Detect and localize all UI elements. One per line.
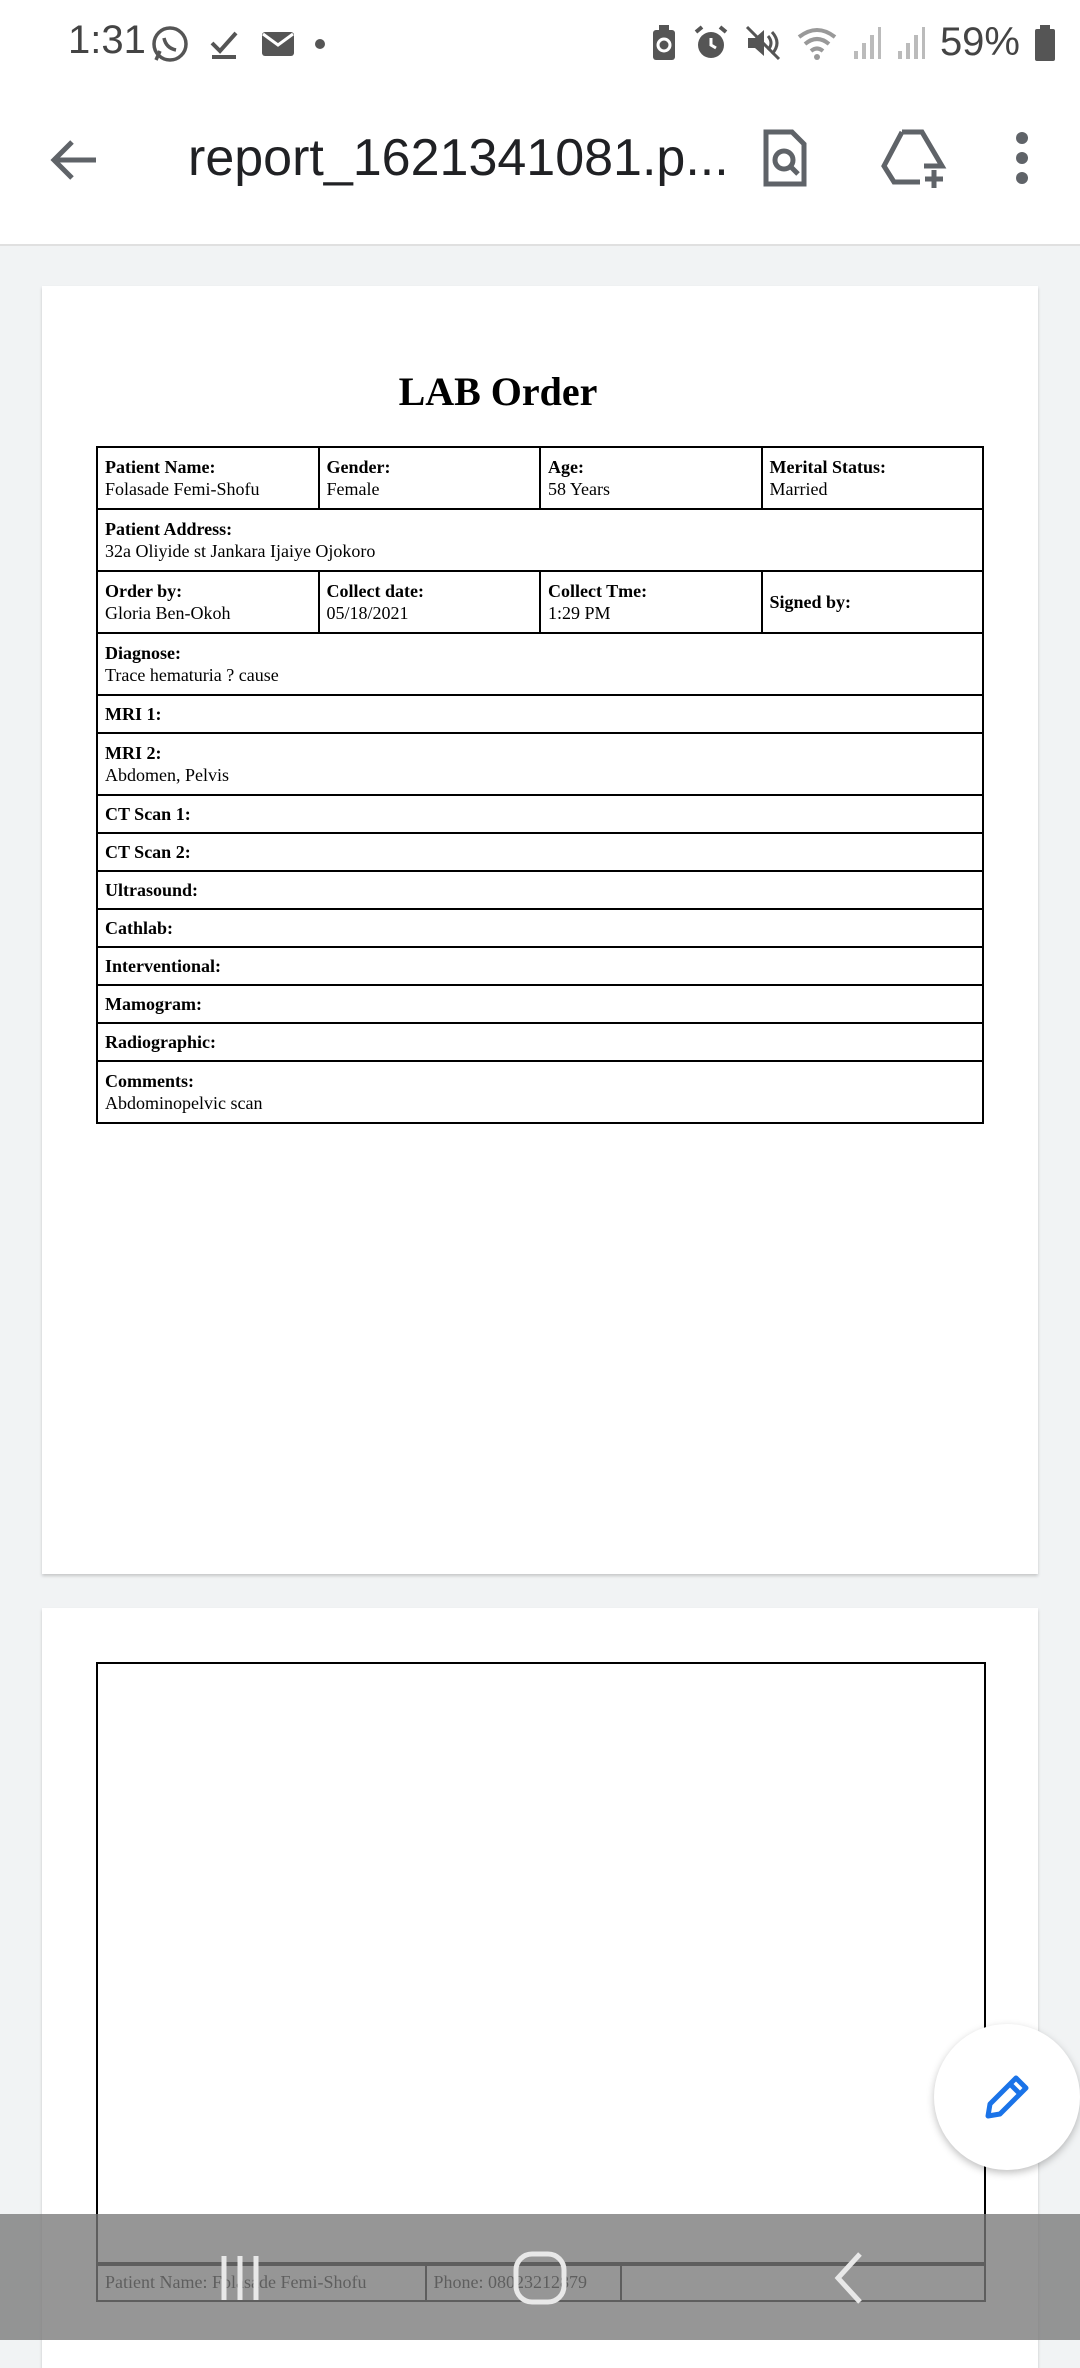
find-in-page-icon[interactable] (752, 126, 816, 190)
table-row (97, 633, 983, 695)
app-bar (0, 84, 1080, 246)
wifi-icon (796, 25, 838, 61)
field-label: CT Scan 1: (105, 804, 191, 824)
table-row (97, 733, 983, 795)
lab-order-table (96, 446, 984, 1124)
battery-saver-icon (650, 24, 678, 62)
table-row (97, 509, 983, 571)
mri2-value: Abdomen, Pelvis (105, 765, 229, 785)
field-label: CT Scan 2: (105, 842, 191, 862)
status-time: 1:31 (68, 18, 146, 62)
table-row (97, 795, 983, 833)
pencil-icon (978, 2068, 1036, 2126)
dot-icon (314, 38, 326, 50)
diagnose-value: Trace hematuria ? cause (105, 665, 279, 685)
field-label: MRI 1: (105, 704, 162, 724)
table-row (97, 833, 983, 871)
age-value: 58 Years (548, 479, 611, 499)
edit-fab-button[interactable] (934, 2024, 1080, 2170)
table-row (97, 695, 983, 733)
field-label: Order by: (105, 581, 183, 601)
home-icon[interactable] (510, 2248, 570, 2308)
field-label: Merital Status: (769, 457, 886, 477)
field-label: Radiographic: (105, 1032, 217, 1052)
alarm-icon (692, 24, 730, 62)
collect-date-value: 05/18/2021 (326, 603, 409, 623)
field-label: Patient Address: (105, 519, 233, 539)
collect-time-value: 1:29 PM (548, 603, 611, 623)
checkmark-icon (208, 27, 242, 61)
signal-icon-2 (896, 25, 926, 61)
table-row (97, 447, 983, 509)
field-label: Diagnose: (105, 643, 181, 663)
mute-icon (744, 24, 782, 62)
notification-icons (150, 24, 326, 64)
gender-value: Female (326, 479, 380, 499)
field-label: Collect date: (326, 581, 424, 601)
address-value: 32a Oliyide st Jankara Ijaiye Ojokoro (105, 541, 376, 561)
patient-name-value: Folasade Femi-Shofu (105, 479, 260, 499)
table-row (97, 871, 983, 909)
signal-icon-1 (852, 25, 882, 61)
field-label: MRI 2: (105, 743, 162, 763)
order-by-value: Gloria Ben-Okoh (105, 603, 231, 623)
system-icons (650, 20, 1056, 65)
table-row (97, 909, 983, 947)
field-label: Ultrasound: (105, 880, 199, 900)
field-label: Comments: (105, 1071, 194, 1091)
field-label: Collect Tme: (548, 581, 648, 601)
status-bar (0, 0, 1080, 84)
back-nav-icon[interactable] (820, 2248, 880, 2308)
document-title: LAB Order (398, 369, 598, 414)
back-arrow-icon[interactable] (44, 130, 104, 190)
field-label: Signed by: (769, 592, 852, 612)
page2-border-box (96, 1662, 986, 2266)
recents-icon[interactable] (210, 2248, 270, 2308)
navigation-bar (0, 2214, 1080, 2340)
table-row (97, 1023, 983, 1061)
field-label: Mamogram: (105, 994, 202, 1014)
field-label: Age: (548, 457, 584, 477)
field-label: Patient Name: (105, 457, 216, 477)
add-to-drive-icon[interactable] (880, 126, 952, 190)
table-row (97, 985, 983, 1023)
field-label: Interventional: (105, 956, 221, 976)
table-row (97, 1061, 983, 1123)
mail-icon (260, 29, 296, 59)
file-title: report_1621341081.p... (188, 129, 729, 187)
comments-value: Abdominopelvic scan (105, 1093, 263, 1113)
more-options-icon[interactable] (1008, 126, 1036, 190)
table-row (97, 947, 983, 985)
field-label: Cathlab: (105, 918, 174, 938)
table-row (97, 571, 983, 633)
marital-value: Married (769, 479, 828, 499)
field-label: Gender: (326, 457, 391, 477)
battery-percentage: 59% (939, 20, 1020, 64)
whatsapp-icon (150, 24, 190, 64)
battery-icon (1034, 24, 1056, 62)
